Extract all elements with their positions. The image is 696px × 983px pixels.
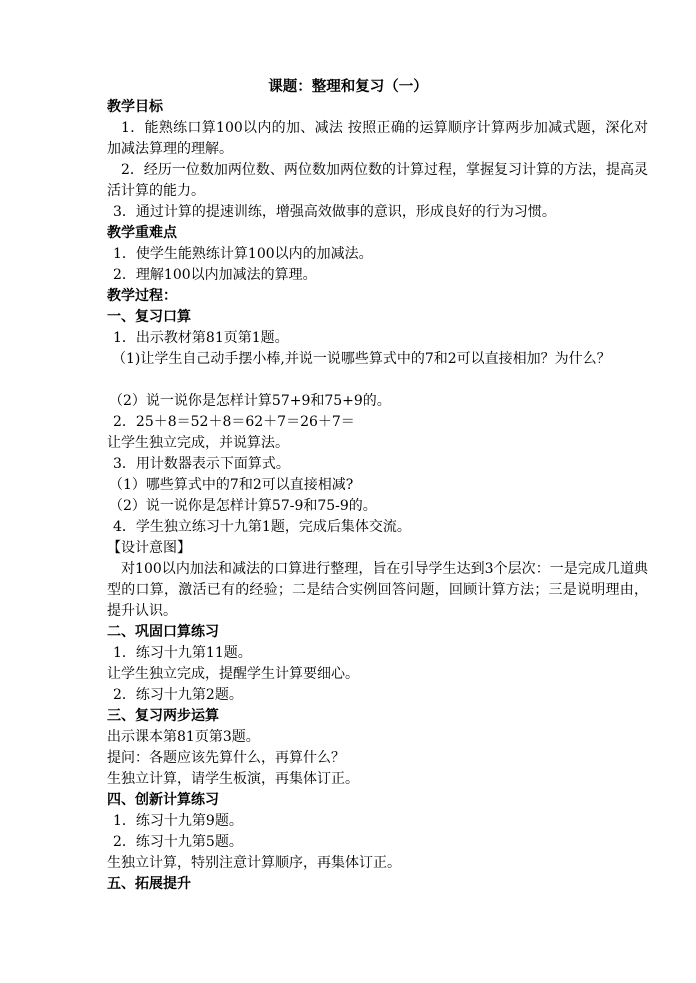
section-1-line-2: （1)让学生自己动手摆小棒,并说一说哪些算式中的7和2可以直接相加？为什么？: [112, 351, 611, 367]
objective-item-2: 2．经历一位数加两位数、两位数加两位数的计算过程，掌握复习计算的方法，提高灵活计算的能力。: [107, 162, 648, 199]
design-intent-heading: 【设计意图】: [107, 540, 191, 556]
key-point-item-2: 2．理解100以内加减法的算理。: [113, 267, 317, 283]
section-1-line-5: 让学生独立完成，并说算法。: [107, 435, 289, 451]
section-4-line-2: 2．练习十九第5题。: [113, 834, 243, 850]
section-2-heading: 二、巩固口算练习: [107, 624, 219, 640]
page-title: 课题：整理和复习（一）: [268, 78, 428, 95]
section-1-line-3: （2）说一说你是怎样计算57+9和75+9的。: [109, 393, 391, 409]
objectives-heading: 教学目标: [107, 99, 163, 115]
section-2-line-3: 2．练习十九第2题。: [113, 687, 243, 703]
section-3-line-1: 出示课本第81页第3题。: [107, 729, 260, 745]
section-1-heading: 一、复习口算: [107, 309, 191, 325]
design-intent-text: 对100以内加法和减法的口算进行整理，旨在引导学生达到3个层次：一是完成几道典型的口算，激活已有的经验；二是结合实例回答问题，回顾计算方法；三是说明理由，提升认识。: [107, 561, 648, 619]
objective-item-3: 3．通过计算的提速训练，增强高效做事的意识，形成良好的行为习惯。: [113, 204, 556, 220]
section-1-line-9: 4．学生独立练习十九第1题，完成后集体交流。: [113, 519, 411, 535]
section-3-line-2: 提问：各题应该先算什么，再算什么？: [107, 750, 345, 766]
section-3-line-3: 生独立计算，请学生板演，再集体订正。: [107, 771, 359, 787]
objective-item-1: 1．能熟练口算100以内的加、减法 按照正确的运算顺序计算两步加减式题，深化对加减法算理的理解。: [107, 120, 648, 157]
section-5-heading: 五、拓展提升: [107, 876, 191, 892]
key-points-heading: 教学重难点: [107, 225, 177, 241]
section-1-line-8: （2）说一说你是怎样计算57-9和75-9的。: [109, 498, 377, 514]
section-3-heading: 三、复习两步运算: [107, 708, 219, 724]
section-2-line-2: 让学生独立完成，提醒学生计算要细心。: [107, 666, 359, 682]
section-1-line-7: （1）哪些算式中的7和2可以直接相减?: [109, 477, 354, 493]
section-4-line-3: 生独立计算，特别注意计算顺序，再集体订正。: [107, 855, 401, 871]
section-4-line-1: 1．练习十九第9题。: [113, 813, 243, 829]
section-4-heading: 四、创新计算练习: [107, 792, 219, 808]
section-1-line-6: 3．用计数器表示下面算式。: [113, 456, 290, 472]
key-point-item-1: 1．使学生能熟练计算100以内的加减法。: [113, 246, 373, 262]
section-1-line-4: 2．25＋8＝52＋8＝62＋7＝26＋7＝: [113, 414, 355, 430]
process-heading: 教学过程：: [107, 288, 177, 304]
section-2-line-1: 1．练习十九第11题。: [113, 645, 252, 661]
section-1-line-1: 1．出示教材第81页第1题。: [113, 330, 289, 346]
